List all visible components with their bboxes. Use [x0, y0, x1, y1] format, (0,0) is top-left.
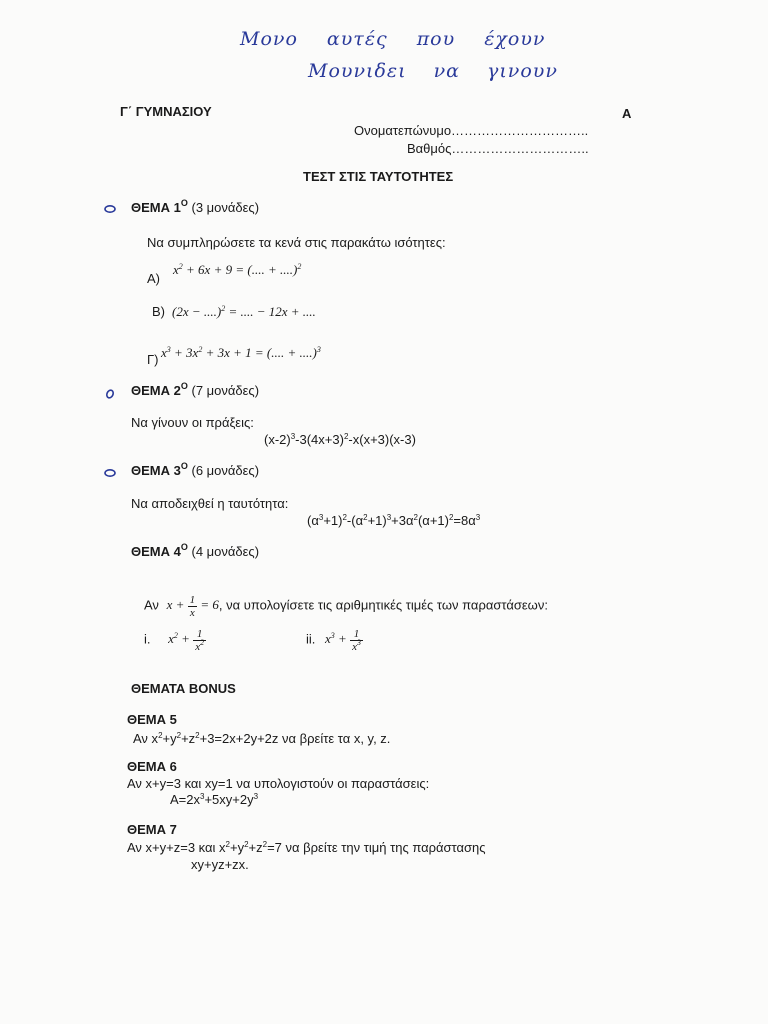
topic7-label: ΘΕΜΑ 7 — [127, 822, 177, 837]
topic2-sup: Ο — [180, 381, 188, 391]
topic1-c-equation: $x^3 + 3x^2 + 3x + 1$ = (.... + ....)$^3$ — [161, 345, 321, 360]
topic1-points: (3 μονάδες) — [191, 200, 260, 215]
topic3-label: ΘΕΜΑ 3 — [131, 463, 181, 478]
topic2-points: (7 μονάδες) — [191, 383, 260, 398]
topic4-label: ΘΕΜΑ 4 — [131, 544, 181, 559]
topic4-condition: x + $\frac{1}{x}$ = 6 — [166, 594, 219, 619]
topic2-heading — [131, 383, 259, 398]
topic1-c-label: Γ) — [147, 352, 159, 367]
topic2-label: ΘΕΜΑ 2 — [131, 383, 181, 398]
topic4-i — [144, 628, 206, 653]
topic2-instruction: Να γίνουν οι πράξεις: — [131, 415, 254, 430]
topic4-instruction: , να υπολογίσετε τις αριθμητικές τιμές των παραστάσεων: — [218, 597, 548, 613]
topic7-expression: xy+yz+zx. — [191, 857, 249, 872]
topic3-points: (6 μονάδες) — [191, 463, 260, 478]
topic3-sup: Ο — [180, 461, 188, 471]
topic4-ii — [306, 628, 363, 653]
topic3-heading — [131, 463, 259, 478]
topic3-instruction: Να αποδειχθεί η ταυτότητα: — [131, 496, 289, 511]
grade-field: Βαθμός………………………….. — [407, 141, 589, 156]
topic2-expression: $(x-2)^3-3(4x+3)^2-x(x+3)(x-3)$ — [264, 432, 416, 447]
version-letter: Α — [622, 106, 632, 121]
topic6-expression: $A=2x^3+5xy+2y^3$ — [170, 792, 259, 807]
topic4-points: (4 μονάδες) — [191, 544, 260, 559]
bonus-heading: ΘΕΜΑΤΑ BONUS — [131, 681, 236, 696]
topic4-heading — [131, 544, 259, 559]
bullet-mark-3 — [103, 468, 117, 478]
bullet-mark-2 — [103, 388, 117, 400]
topic1-label: ΘΕΜΑ 1 — [131, 200, 181, 215]
topic1-heading — [131, 200, 259, 215]
topic4-lead: Αν — [144, 597, 159, 613]
name-field: Ονοματεπώνυμο………………………….. — [354, 123, 589, 138]
topic1-a-equation: $x^2 + 6x + 9$ = (.... + ....)$^2$ — [173, 262, 302, 277]
topic1-b-equation: (2x − ....)$^2$ = .... − 12x + .... — [172, 304, 316, 319]
handwritten-note-line2: Μουνιδει να γινουν — [308, 60, 558, 82]
topic5-tail: να βρείτε τα x, y, z. — [278, 731, 391, 746]
topic7-text: Αν x+y+z=3 και $x^2+y^2+z^2=7$ να βρείτε την τιμή της παράστασης — [127, 840, 486, 855]
topic4-sup: Ο — [180, 542, 188, 552]
topic4-ii-expression: $x^3$ + $\frac{1}{x^3}$ — [325, 628, 361, 653]
topic4-i-expression: $x^2$ + $\frac{1}{x^2}$ — [168, 628, 205, 653]
bullet-mark-1 — [103, 204, 117, 214]
topic6-label: ΘΕΜΑ 6 — [127, 759, 177, 774]
topic5-label: ΘΕΜΑ 5 — [127, 712, 177, 727]
topic6-text: Αν x+y=3 και xy=1 να υπολογιστούν οι παραστάσεις: — [127, 776, 430, 791]
topic1-a-label: Α) — [147, 271, 160, 286]
topic1-sup: Ο — [180, 198, 188, 208]
topic7-tail: να βρείτε την τιμή της παράστασης — [281, 840, 486, 855]
topic5-text: Αν $x^2+y^2+z^2+3=2x+2y+2z$ να βρείτε τα x, y, z. — [133, 731, 391, 746]
topic4-i-label: i. — [144, 631, 151, 647]
topic1-b-label: Β) — [152, 304, 165, 319]
handwritten-note-line1: Μονο αυτές που έχουν — [240, 28, 546, 50]
topic1-instruction: Να συμπληρώσετε τα κενά στις παρακάτω ισότητες: — [147, 235, 446, 250]
topic4-statement — [144, 594, 548, 619]
class-name: Γ΄ ΓΥΜΝΑΣΙΟΥ — [120, 104, 212, 119]
topic3-identity: $(\alpha^3+1)^2-(\alpha^2+1)^3+3\alpha^2(\alpha+1)^2=8\alpha^3$ — [307, 513, 481, 528]
topic4-ii-label: ii. — [306, 631, 316, 647]
page-title: ΤΕΣΤ ΣΤΙΣ ΤΑΥΤΟΤΗΤΕΣ — [303, 169, 454, 184]
